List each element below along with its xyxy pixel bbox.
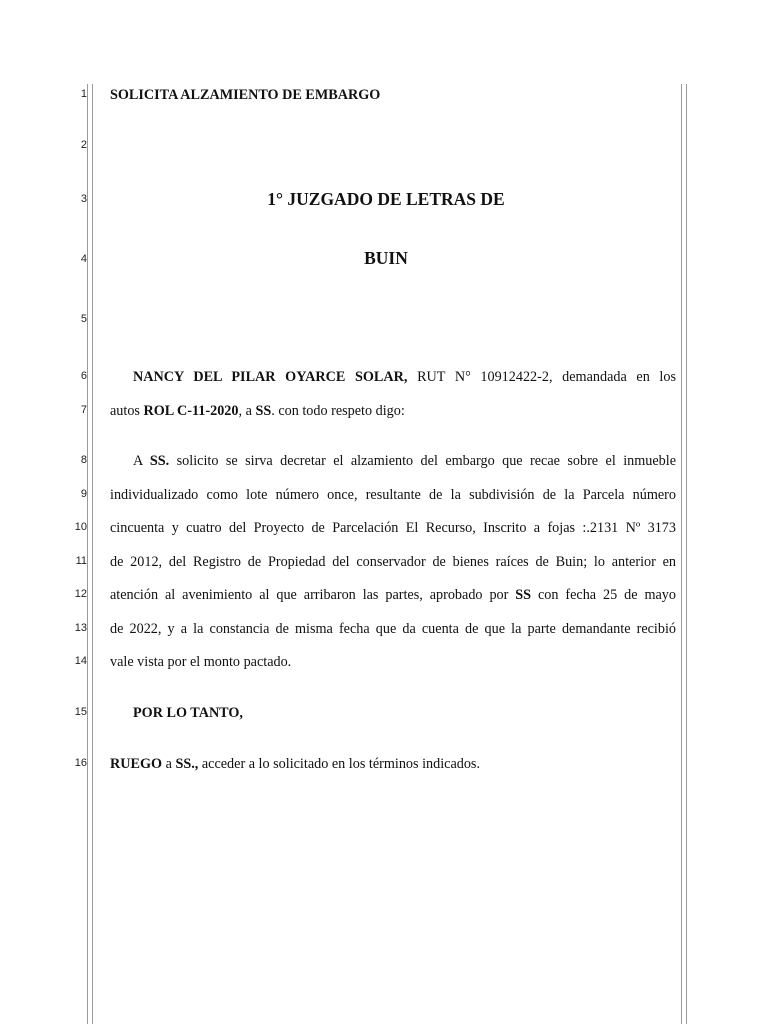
- paragraph-1-line-1: [133, 368, 676, 386]
- court-name-line-2: BUIN: [364, 248, 408, 268]
- text-segment: , a: [238, 403, 256, 419]
- line-number: 3: [80, 193, 87, 205]
- left-margin-rule: [87, 84, 88, 1024]
- text-segment: solicito se sirva decretar el alzamiento del embargo que recae sobre el inmueble: [169, 453, 676, 469]
- text-segment: . con todo respeto digo:: [271, 403, 405, 419]
- line-number: 10: [74, 521, 87, 533]
- right-margin-rule: [681, 84, 682, 1024]
- line-number: 14: [74, 655, 87, 667]
- paragraph-2-line-6: de 2022, y a la constancia de misma fecha que da cuenta de que la parte demandante recibió: [110, 621, 676, 637]
- line-number: 16: [74, 757, 87, 769]
- right-margin-rule-outer: [686, 84, 687, 1024]
- line-number: 11: [75, 555, 87, 567]
- line-number: 15: [74, 706, 87, 718]
- text-segment: con fecha 25 de mayo: [531, 587, 676, 603]
- paragraph-1-line-2: [110, 402, 676, 420]
- line-number: 7: [80, 404, 87, 416]
- party-rut: RUT N° 10912422-2, demandada en los: [407, 369, 676, 385]
- left-margin-rule-inner: [92, 84, 93, 1024]
- text-segment: acceder a lo solicitado en los términos indicados.: [198, 756, 481, 772]
- line-number: 1: [80, 88, 87, 100]
- subject-text: SOLICITA ALZAMIENTO DE EMBARGO: [110, 87, 381, 103]
- paragraph-2-line-7: vale vista por el monto pactado.: [110, 654, 292, 670]
- line-number: 4: [80, 253, 87, 265]
- line-number: 12: [74, 588, 87, 600]
- document-subject: [110, 86, 676, 104]
- paragraph-2-line-2: individualizado como lote número once, resultante de la subdivisión de la Parcela número: [110, 487, 676, 503]
- ss-abbrev: SS.: [149, 453, 170, 469]
- text-segment: a: [162, 756, 176, 772]
- por-lo-tanto-text: POR LO TANTO,: [133, 705, 243, 721]
- ss-abbrev: SS: [515, 587, 532, 603]
- paragraph-2-line-3: cincuenta y cuatro del Proyecto de Parcelación El Recurso, Inscrito a fojas :.2131 Nº 3173: [110, 520, 676, 536]
- line-number: 5: [80, 313, 87, 325]
- paragraph-2-line-4: de 2012, del Registro de Propiedad del conservador de bienes raíces de Buin; lo anterior en: [110, 554, 676, 570]
- text-segment: autos: [110, 403, 144, 419]
- line-number: 6: [80, 370, 87, 382]
- party-name: NANCY DEL PILAR OYARCE SOLAR,: [133, 369, 408, 385]
- por-lo-tanto: [133, 704, 676, 722]
- request-line: [110, 755, 676, 773]
- line-number: 13: [74, 622, 87, 634]
- court-name-line-1: 1° JUZGADO DE LETRAS DE: [267, 189, 505, 209]
- line-number: 8: [80, 454, 87, 466]
- line-number: 9: [80, 488, 87, 500]
- ruego-text: RUEGO: [110, 756, 163, 772]
- paragraph-2-line-1: [133, 452, 676, 470]
- text-segment: atención al avenimiento al que arribaron las partes, aprobado por: [110, 587, 516, 603]
- ss-abbrev: SS: [255, 403, 272, 419]
- text-segment: A: [133, 453, 150, 469]
- line-number: 2: [80, 139, 87, 151]
- ss-abbrev: SS.,: [175, 756, 199, 772]
- paragraph-2-line-5: [110, 586, 676, 604]
- case-rol: ROL C-11-2020: [143, 403, 239, 419]
